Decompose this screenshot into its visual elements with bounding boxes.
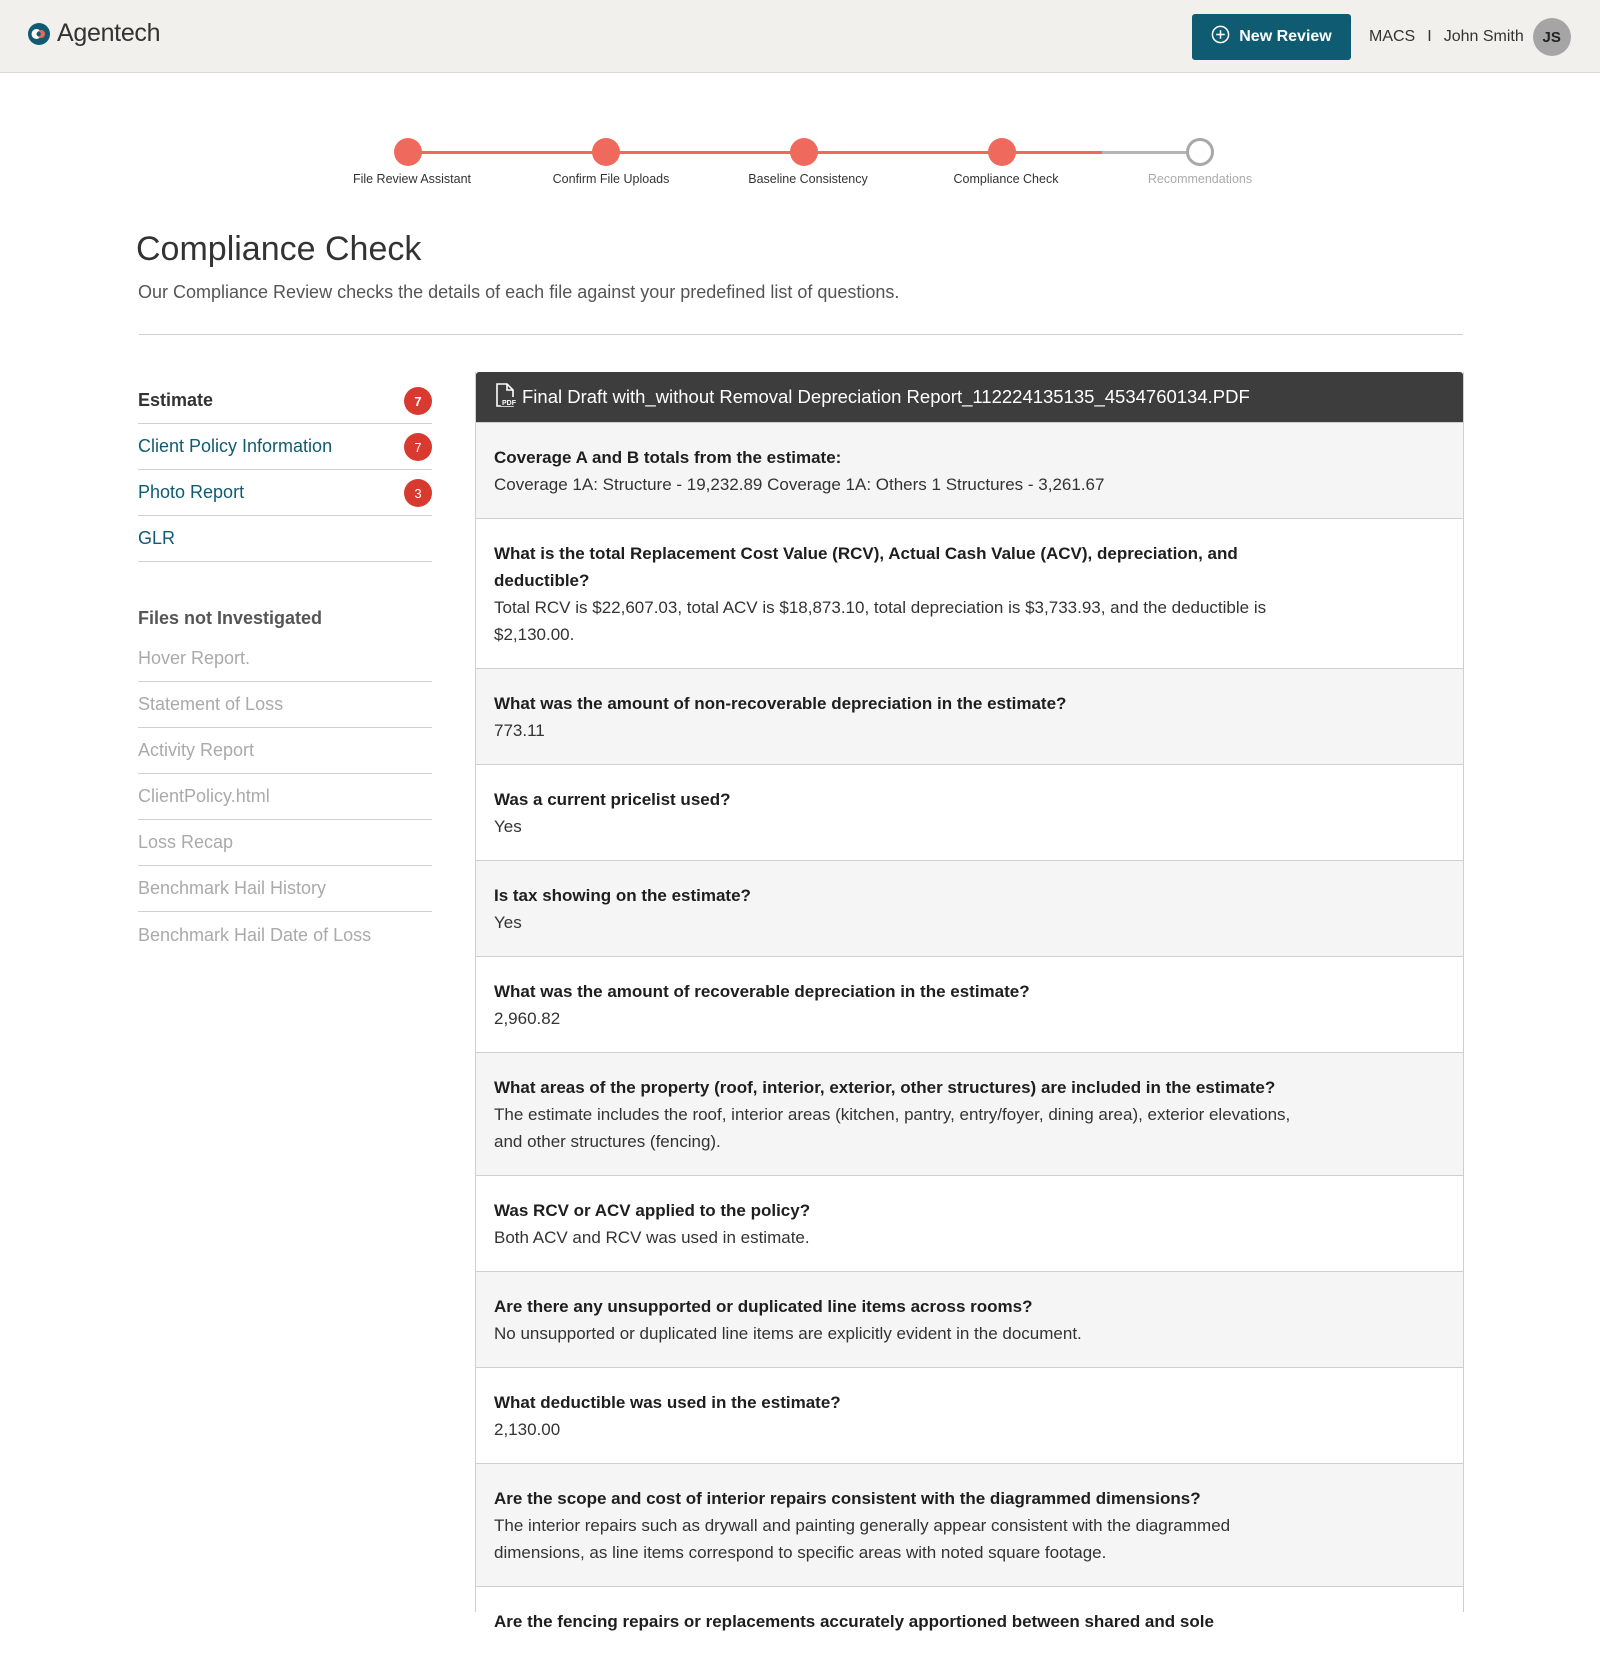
step-dot[interactable] <box>394 138 422 166</box>
list-item: Loss Recap <box>138 820 432 866</box>
qa-item <box>476 518 1463 668</box>
qa-item <box>476 422 1463 518</box>
sidebar-item-label: Estimate <box>138 390 214 410</box>
sidebar-item-estimate[interactable] <box>138 378 432 424</box>
svg-text:PDF: PDF <box>502 399 516 407</box>
sidebar-item-glr[interactable] <box>138 516 432 562</box>
file-sidebar <box>138 378 432 958</box>
step-label: Baseline Consistency <box>748 172 868 186</box>
files-not-investigated-heading: Files not Investigated <box>138 607 323 628</box>
list-item: Benchmark Hail Date of Loss <box>138 924 372 945</box>
file-name: Final Draft with_without Removal Depreciation Report_112224135135_4534760134.PDF <box>522 386 1250 407</box>
question-text: Are the fencing repairs or replacements accurately apportioned between shared and sole <box>494 1612 1214 1631</box>
page-title: Compliance Check <box>136 230 422 268</box>
list-item: Benchmark Hail History <box>138 866 432 912</box>
question-text: Are the scope and cost of interior repairs consistent with the diagrammed dimensions? <box>494 1489 1201 1508</box>
step-dot[interactable] <box>988 138 1016 166</box>
step-dot[interactable] <box>1186 138 1214 166</box>
step-dot[interactable] <box>592 138 620 166</box>
answer-text: 773.11 <box>494 721 545 740</box>
sidebar-item-client-policy[interactable] <box>138 424 432 470</box>
plus-circle-icon <box>1211 25 1230 49</box>
logo-text: Agentech <box>57 19 161 47</box>
qa-item <box>476 1367 1463 1463</box>
sidebar-item-label: Client Policy Information <box>138 436 333 456</box>
qa-item <box>476 1271 1463 1367</box>
question-text: What deductible was used in the estimate? <box>494 1393 841 1412</box>
qa-item <box>476 1463 1463 1586</box>
qa-item <box>476 1175 1463 1271</box>
logo[interactable] <box>27 19 160 48</box>
answer-text: Total RCV is $22,607.03, total ACV is $18,873.10, total depreciation is $3,733.93, and the deductible is $2,130.00. <box>494 598 1267 644</box>
compliance-panel <box>475 372 1464 1631</box>
step-dot[interactable] <box>790 138 818 166</box>
avatar[interactable]: JS <box>1533 18 1571 56</box>
sidebar-item-label: GLR <box>138 528 176 548</box>
org-name: MACS <box>1369 28 1416 45</box>
answer-text: The estimate includes the roof, interior areas (kitchen, pantry, entry/foyer, dining area), exterior elevations, and other structures (fencing). <box>494 1105 1291 1151</box>
not-investigated-list <box>138 636 432 958</box>
count-badge: 7 <box>404 433 432 461</box>
question-text: Was RCV or ACV applied to the policy? <box>494 1201 811 1220</box>
step-label: File Review Assistant <box>352 172 472 186</box>
list-item: Hover Report. <box>138 636 432 682</box>
list-item: Statement of Loss <box>138 682 432 728</box>
list-item: Activity Report <box>138 728 432 774</box>
qa-item <box>476 860 1463 956</box>
divider <box>139 334 1463 335</box>
question-text: What areas of the property (roof, interior, exterior, other structures) are included in the estimate? <box>494 1078 1276 1097</box>
question-text: Was a current pricelist used? <box>494 790 731 809</box>
qa-item <box>476 668 1463 764</box>
qa-list <box>476 422 1463 1655</box>
question-text: Are there any unsupported or duplicated line items across rooms? <box>494 1297 1033 1316</box>
answer-text: 2,960.82 <box>494 1009 561 1028</box>
answer-text: Both ACV and RCV was used in estimate. <box>494 1228 810 1247</box>
count-badge: 3 <box>404 479 432 507</box>
file-header <box>476 372 1463 422</box>
pdf-file-icon <box>494 383 516 412</box>
new-review-button[interactable] <box>1192 14 1351 60</box>
sidebar-item-label: Photo Report <box>138 482 245 502</box>
list-item: ClientPolicy.html <box>138 774 432 820</box>
step-label: Confirm File Uploads <box>552 172 670 186</box>
answer-text: No unsupported or duplicated line items are explicitly evident in the document. <box>494 1324 1082 1343</box>
user-area <box>1369 18 1571 56</box>
step-label: Compliance Check <box>953 172 1059 186</box>
new-review-label: New Review <box>1239 28 1332 45</box>
sidebar-item-photo-report[interactable] <box>138 470 432 516</box>
answer-text: 2,130.00 <box>494 1420 561 1439</box>
qa-item <box>476 1586 1463 1655</box>
page-subtitle: Our Compliance Review checks the details of each file against your predefined list of questions. <box>138 282 900 302</box>
question-text: What was the amount of non-recoverable depreciation in the estimate? <box>494 694 1067 713</box>
answer-text: Yes <box>494 817 522 836</box>
separator: I <box>1427 28 1432 45</box>
agentech-logo-icon <box>27 22 51 46</box>
qa-item <box>476 956 1463 1052</box>
step-label: Recommendations <box>1147 172 1253 186</box>
question-text: What is the total Replacement Cost Value (RCV), Actual Cash Value (ACV), depreciation, and deductible? <box>494 544 1238 590</box>
question-text: Coverage A and B totals from the estimate: <box>494 448 842 467</box>
answer-text: Coverage 1A: Structure - 19,232.89 Coverage 1A: Others 1 Structures - 3,261.67 <box>494 475 1105 494</box>
user-name[interactable]: John Smith <box>1443 28 1524 45</box>
qa-item <box>476 1052 1463 1175</box>
progress-stepper <box>0 130 1600 200</box>
answer-text: The interior repairs such as drywall and painting generally appear consistent with the diagrammed dimensions, as line items correspond to specific areas with noted square footage. <box>494 1516 1231 1562</box>
top-bar <box>0 0 1600 73</box>
answer-text: Yes <box>494 913 522 932</box>
question-text: What was the amount of recoverable depreciation in the estimate? <box>494 982 1030 1001</box>
count-badge: 7 <box>404 387 432 415</box>
qa-item <box>476 764 1463 860</box>
question-text: Is tax showing on the estimate? <box>494 886 751 905</box>
